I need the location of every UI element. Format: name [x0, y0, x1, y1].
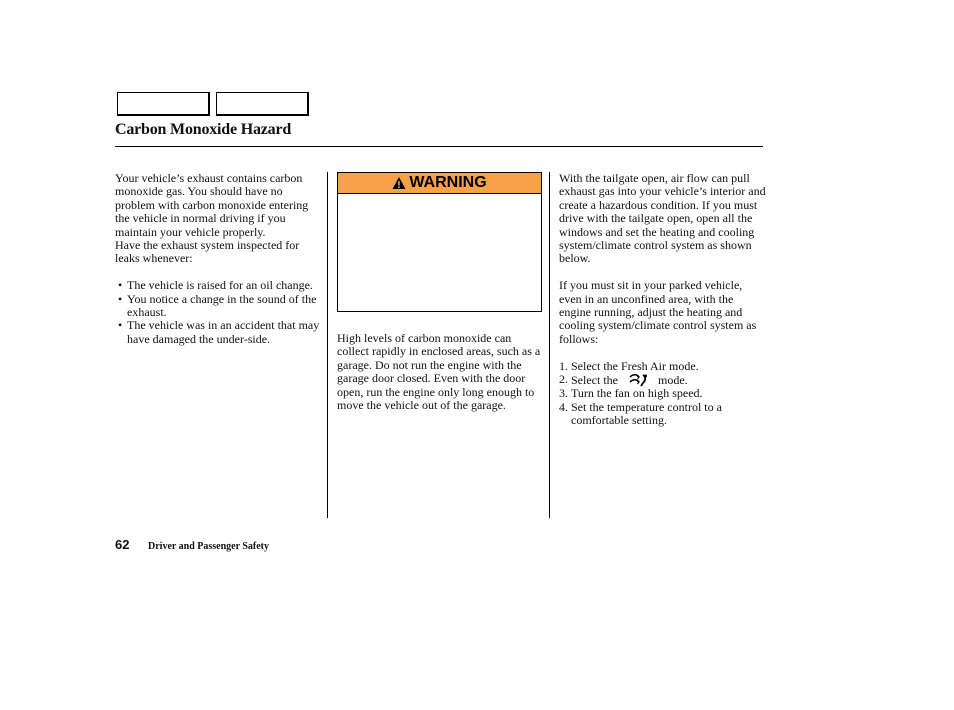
intro-paragraph: Your vehicle’s exhaust contains carbon monoxide gas. You should have no problem with carbon monoxide entering the vehicle in normal driving if you maintain your vehicle properly. — [115, 171, 309, 239]
warning-label: WARNING — [409, 174, 487, 191]
warning-box — [337, 172, 542, 312]
vent-mode-icon — [628, 373, 650, 387]
parked-paragraph: If you must sit in your parked vehicle, even in an unconfined area, with the engine running, adjust the heating and cooling system/climate control system as follows: — [559, 278, 757, 346]
warning-header — [338, 173, 541, 194]
left-column — [115, 172, 320, 346]
middle-column — [337, 332, 543, 412]
steps-list — [559, 360, 767, 428]
section-name: Driver and Passenger Safety — [148, 541, 270, 552]
nav-tab-box-2[interactable] — [216, 92, 309, 116]
list-item: 3. Turn the fan on high speed. — [559, 386, 703, 401]
list-item: • The vehicle was in an accident that may have damaged the under-side. — [115, 319, 320, 346]
list-item: • You notice a change in the sound of the exhaust. — [115, 293, 320, 320]
list-item: 4. Set the temperature control to a comfortable setting. — [559, 399, 722, 428]
list-item: • The vehicle is raised for an oil change. — [115, 279, 320, 292]
page-number: 62 — [115, 537, 130, 552]
title-divider — [115, 146, 763, 147]
nav-tab-box-1[interactable] — [117, 92, 210, 116]
tailgate-paragraph: With the tailgate open, air flow can pull exhaust gas into your vehicle’s interior and create a hazardous condition. If you must drive with the tailgate open, open all the windows and set the heating and cooling system/climate control system as shown below. — [559, 171, 766, 266]
page-title: Carbon Monoxide Hazard — [115, 121, 292, 138]
warning-triangle-icon — [392, 176, 406, 190]
right-column — [559, 172, 767, 428]
garage-paragraph: High levels of carbon monoxide can collect rapidly in enclosed areas, such as a garage. Do not run the engine with the garage door closed. Even with the door open, run the engine only long enough to move the vehicle out of the garage. — [337, 331, 541, 413]
inspection-list — [115, 279, 320, 346]
column-divider — [327, 172, 328, 518]
column-divider — [549, 172, 550, 518]
list-item: 1. Select the Fresh Air mode. — [559, 358, 699, 373]
list-item: 2. Select the mode. — [559, 372, 688, 388]
inspection-paragraph: Have the exhaust system inspected for leaks whenever: — [115, 238, 300, 266]
